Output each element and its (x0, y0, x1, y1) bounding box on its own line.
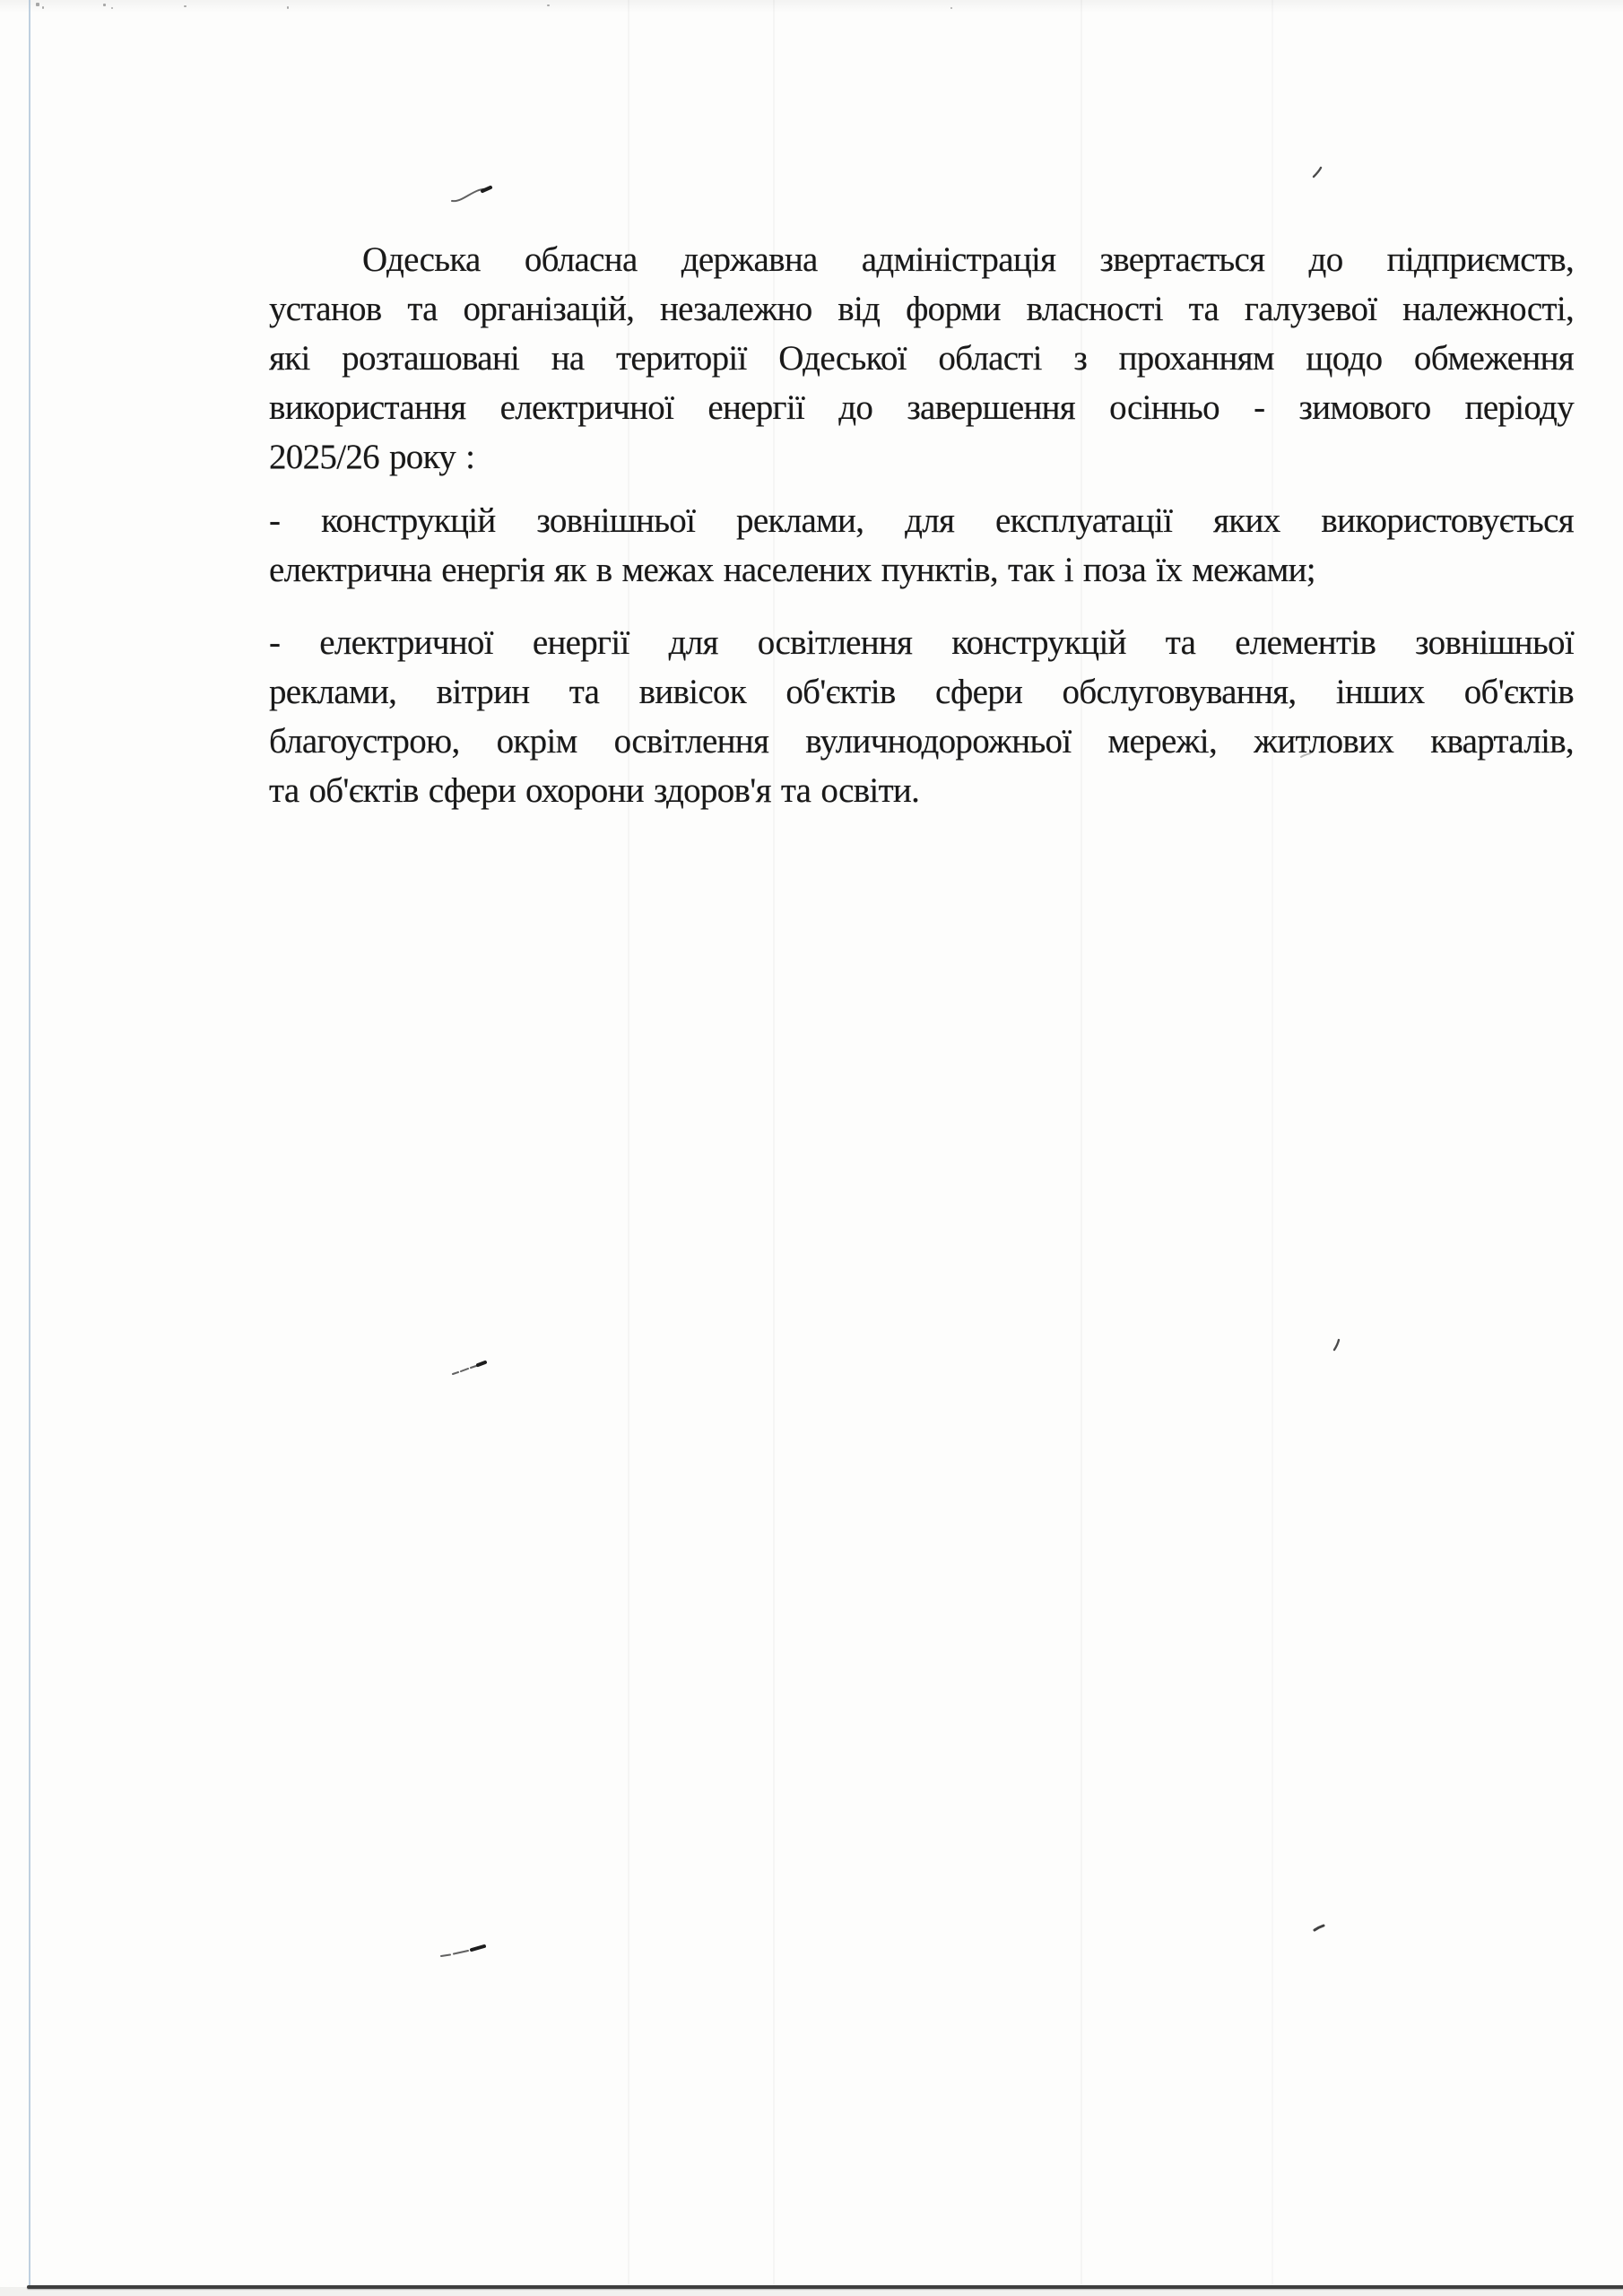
scan-speck (287, 6, 289, 9)
text-line: установ та організацій, незалежно від форми власності та галузевої належності, (269, 290, 1574, 328)
scan-speck (103, 4, 106, 6)
text-line: електрична енергія як в межах населених пунктів, так і поза їх межами; (269, 551, 1315, 589)
stray-pen-dot (1298, 750, 1313, 761)
pen-fold-mark-icon (451, 1358, 490, 1378)
letter-body (269, 235, 1574, 815)
text-line: та об'єктів сфери охорони здоров'я та освіти. (269, 771, 920, 810)
scan-speck (111, 7, 113, 9)
pen-tick-icon (1311, 165, 1324, 179)
paragraph-intro (269, 235, 1574, 482)
scan-speck (547, 4, 550, 6)
paper-margin-line (29, 0, 30, 2296)
text-line: благоустрою, окрім освітлення вуличнодорожньої мережі, житлових кварталів, (269, 722, 1574, 761)
scan-speck (184, 5, 187, 7)
pen-fold-mark-icon (450, 183, 493, 206)
scan-bottom-edge-line (27, 2285, 1623, 2289)
pen-tick-icon (1331, 1338, 1341, 1352)
text-line: які розташовані на території Одеської області з проханням щодо обмеження (269, 339, 1574, 378)
paragraph-dash-item-2 (269, 618, 1574, 815)
scan-speck (950, 7, 952, 9)
text-line: - конструкцій зовнішньої реклами, для експлуатації яких використовується (269, 501, 1574, 540)
scan-speck (36, 3, 39, 6)
text-line: - електричної енергії для освітлення конструкцій та елементів зовнішньої (269, 623, 1574, 662)
scan-speck (42, 6, 44, 9)
text-line: 2025/26 року : (269, 438, 475, 476)
paragraph-dash-item-1 (269, 496, 1574, 595)
text-line: використання електричної енергії до завершення осінньо - зимового періоду (269, 388, 1574, 427)
pen-fold-mark-icon (439, 1941, 493, 1961)
pen-tick-icon (1312, 1921, 1326, 1934)
text-line: реклами, вітрин та вивісок об'єктів сфери обслуговування, інших об'єктів (269, 673, 1574, 711)
text-line: Одеська обласна державна адміністрація звертається до підприємств, (362, 240, 1574, 279)
scan-noise-top (0, 0, 1623, 13)
